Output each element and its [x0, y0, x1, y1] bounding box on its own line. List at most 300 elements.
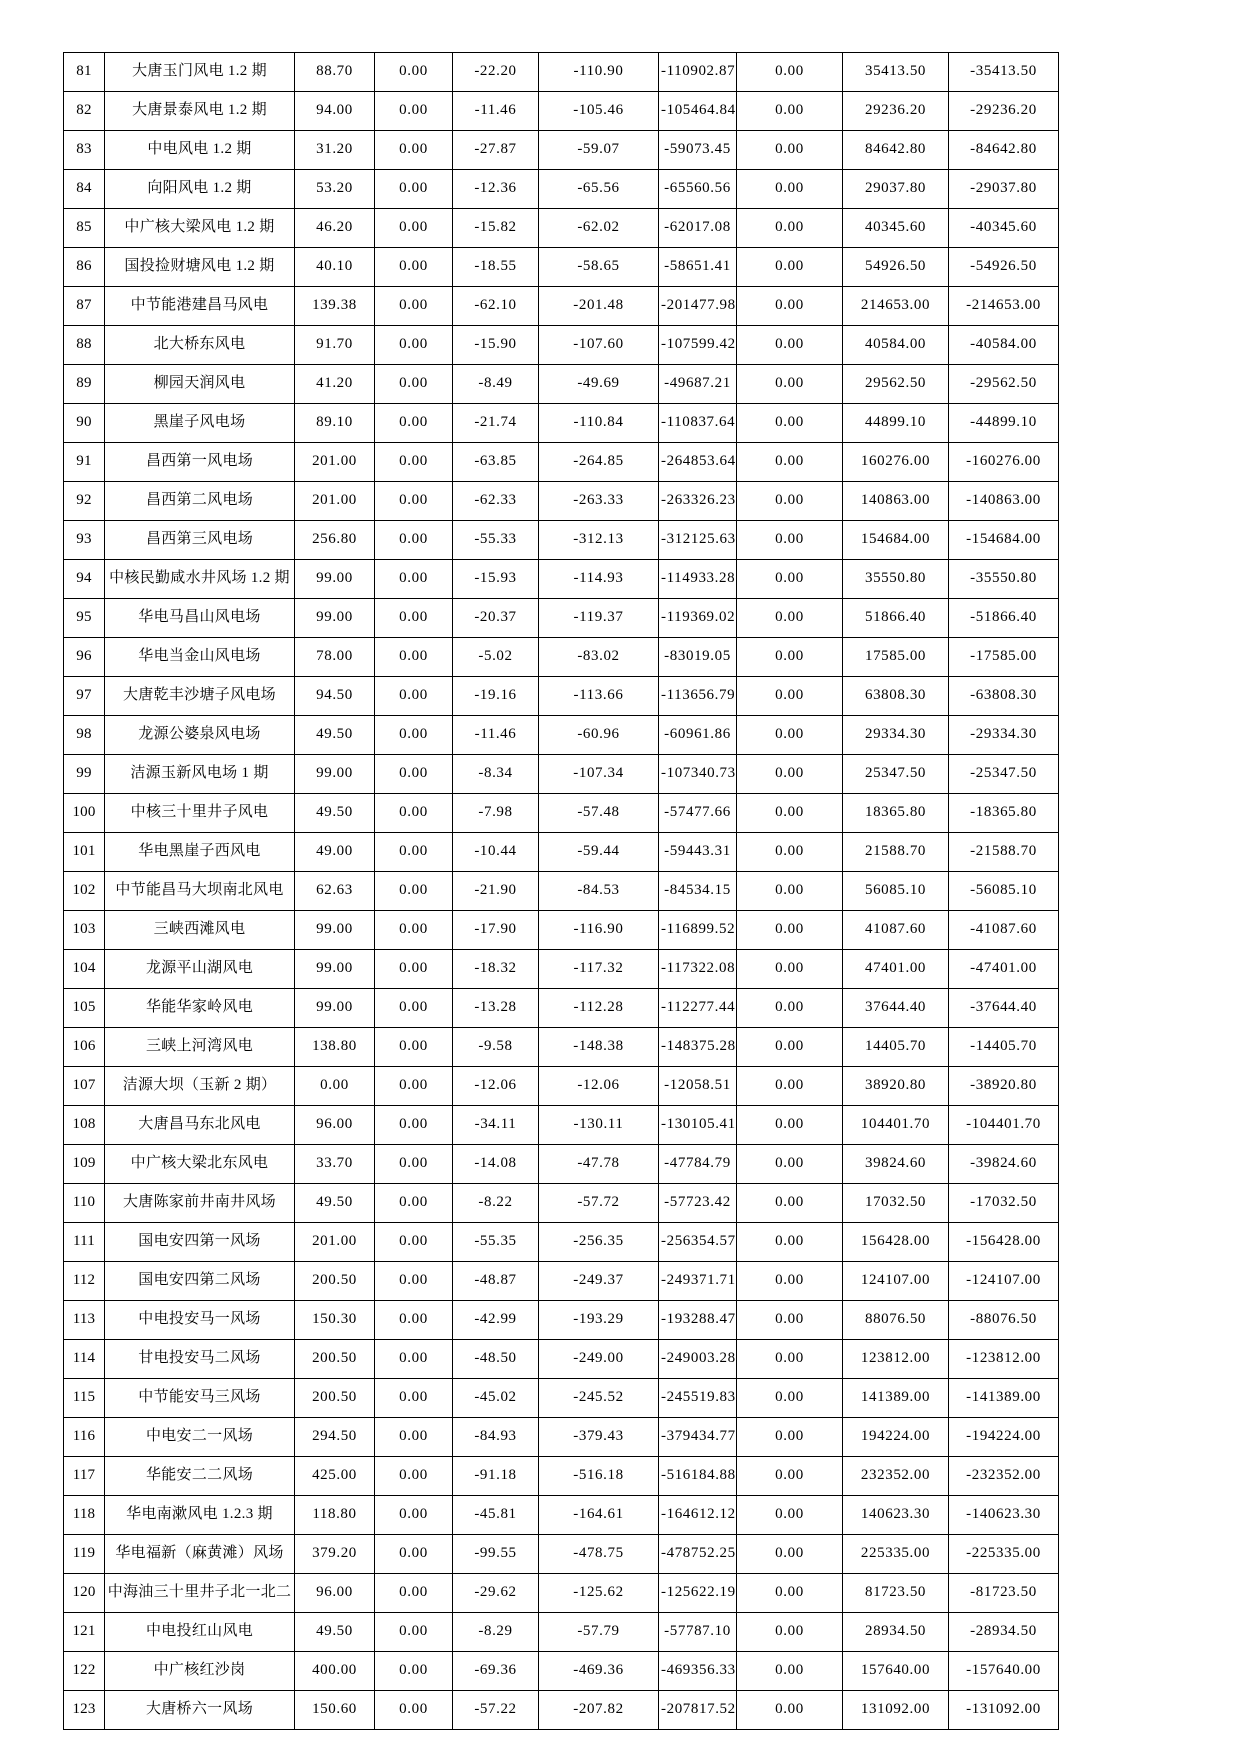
- cell-value-v8: -17032.50: [949, 1184, 1059, 1223]
- cell-value-v6: 0.00: [737, 170, 843, 209]
- cell-value-v2: 0.00: [375, 287, 453, 326]
- cell-value-v6: 0.00: [737, 1457, 843, 1496]
- cell-value-v3: -48.87: [453, 1262, 539, 1301]
- cell-value-v5: -117322.08: [659, 950, 737, 989]
- cell-value-v3: -5.02: [453, 638, 539, 677]
- wind-farm-settlement-table: [63, 52, 1059, 1730]
- cell-value-v2: 0.00: [375, 1067, 453, 1106]
- cell-row-index: 101: [64, 833, 105, 872]
- cell-value-v1: 201.00: [295, 482, 375, 521]
- cell-value-v2: 0.00: [375, 755, 453, 794]
- cell-station-name: 中广核红沙岗: [105, 1652, 295, 1691]
- cell-value-v6: 0.00: [737, 677, 843, 716]
- cell-value-v8: -160276.00: [949, 443, 1059, 482]
- cell-value-v8: -41087.60: [949, 911, 1059, 950]
- cell-value-v7: 40584.00: [843, 326, 949, 365]
- cell-value-v2: 0.00: [375, 521, 453, 560]
- cell-value-v2: 0.00: [375, 638, 453, 677]
- cell-value-v3: -12.06: [453, 1067, 539, 1106]
- table-row: [64, 1184, 1059, 1223]
- cell-station-name: 洁源大坝（玉新 2 期）: [105, 1067, 295, 1106]
- cell-value-v1: 49.50: [295, 794, 375, 833]
- cell-value-v2: 0.00: [375, 677, 453, 716]
- table-row: [64, 170, 1059, 209]
- cell-value-v1: 49.50: [295, 1184, 375, 1223]
- cell-value-v6: 0.00: [737, 521, 843, 560]
- cell-value-v2: 0.00: [375, 53, 453, 92]
- cell-value-v3: -15.90: [453, 326, 539, 365]
- cell-value-v4: -12.06: [539, 1067, 659, 1106]
- cell-value-v8: -21588.70: [949, 833, 1059, 872]
- cell-value-v3: -55.35: [453, 1223, 539, 1262]
- cell-value-v8: -29334.30: [949, 716, 1059, 755]
- table-row: [64, 1223, 1059, 1262]
- cell-value-v5: -469356.33: [659, 1652, 737, 1691]
- cell-value-v6: 0.00: [737, 833, 843, 872]
- cell-value-v2: 0.00: [375, 443, 453, 482]
- cell-value-v2: 0.00: [375, 1652, 453, 1691]
- table-row: [64, 638, 1059, 677]
- cell-value-v7: 29236.20: [843, 92, 949, 131]
- cell-row-index: 117: [64, 1457, 105, 1496]
- cell-value-v4: -193.29: [539, 1301, 659, 1340]
- cell-station-name: 中节能港建昌马风电: [105, 287, 295, 326]
- cell-value-v4: -59.07: [539, 131, 659, 170]
- cell-value-v7: 35550.80: [843, 560, 949, 599]
- cell-station-name: 国投捡财塘风电 1.2 期: [105, 248, 295, 287]
- cell-value-v8: -141389.00: [949, 1379, 1059, 1418]
- cell-row-index: 97: [64, 677, 105, 716]
- cell-station-name: 中海油三十里井子北一北二: [105, 1574, 295, 1613]
- cell-value-v3: -99.55: [453, 1535, 539, 1574]
- cell-row-index: 90: [64, 404, 105, 443]
- cell-station-name: 北大桥东风电: [105, 326, 295, 365]
- cell-value-v8: -44899.10: [949, 404, 1059, 443]
- table-row: [64, 1028, 1059, 1067]
- cell-row-index: 107: [64, 1067, 105, 1106]
- cell-value-v2: 0.00: [375, 131, 453, 170]
- cell-value-v4: -110.84: [539, 404, 659, 443]
- cell-value-v3: -18.32: [453, 950, 539, 989]
- cell-row-index: 87: [64, 287, 105, 326]
- cell-value-v2: 0.00: [375, 404, 453, 443]
- cell-station-name: 昌西第一风电场: [105, 443, 295, 482]
- cell-value-v5: -249003.28: [659, 1340, 737, 1379]
- table-row: [64, 1145, 1059, 1184]
- cell-value-v1: 118.80: [295, 1496, 375, 1535]
- cell-value-v1: 88.70: [295, 53, 375, 92]
- table-row: [64, 482, 1059, 521]
- cell-value-v4: -264.85: [539, 443, 659, 482]
- cell-value-v6: 0.00: [737, 1262, 843, 1301]
- table-row: [64, 794, 1059, 833]
- cell-value-v5: -263326.23: [659, 482, 737, 521]
- cell-value-v5: -83019.05: [659, 638, 737, 677]
- cell-station-name: 洁源玉新风电场 1 期: [105, 755, 295, 794]
- cell-value-v8: -37644.40: [949, 989, 1059, 1028]
- cell-value-v3: -11.46: [453, 716, 539, 755]
- cell-station-name: 甘电投安马二风场: [105, 1340, 295, 1379]
- cell-value-v1: 256.80: [295, 521, 375, 560]
- cell-value-v6: 0.00: [737, 1496, 843, 1535]
- cell-value-v3: -63.85: [453, 443, 539, 482]
- cell-station-name: 龙源平山湖风电: [105, 950, 295, 989]
- cell-value-v7: 14405.70: [843, 1028, 949, 1067]
- cell-value-v2: 0.00: [375, 950, 453, 989]
- cell-value-v7: 141389.00: [843, 1379, 949, 1418]
- cell-value-v1: 49.50: [295, 1613, 375, 1652]
- cell-value-v1: 96.00: [295, 1574, 375, 1613]
- cell-value-v1: 41.20: [295, 365, 375, 404]
- cell-value-v7: 160276.00: [843, 443, 949, 482]
- cell-station-name: 大唐玉门风电 1.2 期: [105, 53, 295, 92]
- cell-value-v3: -45.02: [453, 1379, 539, 1418]
- table-row: [64, 1106, 1059, 1145]
- cell-row-index: 112: [64, 1262, 105, 1301]
- cell-value-v8: -194224.00: [949, 1418, 1059, 1457]
- cell-value-v6: 0.00: [737, 1691, 843, 1730]
- cell-value-v8: -56085.10: [949, 872, 1059, 911]
- cell-value-v8: -39824.60: [949, 1145, 1059, 1184]
- cell-value-v8: -156428.00: [949, 1223, 1059, 1262]
- cell-value-v5: -65560.56: [659, 170, 737, 209]
- cell-value-v6: 0.00: [737, 365, 843, 404]
- cell-value-v3: -18.55: [453, 248, 539, 287]
- cell-value-v4: -478.75: [539, 1535, 659, 1574]
- cell-value-v2: 0.00: [375, 872, 453, 911]
- cell-station-name: 昌西第二风电场: [105, 482, 295, 521]
- cell-value-v8: -124107.00: [949, 1262, 1059, 1301]
- cell-value-v6: 0.00: [737, 1340, 843, 1379]
- cell-row-index: 113: [64, 1301, 105, 1340]
- table-row: [64, 92, 1059, 131]
- cell-value-v5: -84534.15: [659, 872, 737, 911]
- cell-value-v3: -91.18: [453, 1457, 539, 1496]
- cell-value-v7: 17585.00: [843, 638, 949, 677]
- cell-row-index: 94: [64, 560, 105, 599]
- cell-station-name: 华电南漱风电 1.2.3 期: [105, 1496, 295, 1535]
- table-row: [64, 404, 1059, 443]
- table-row: [64, 1262, 1059, 1301]
- cell-value-v4: -117.32: [539, 950, 659, 989]
- cell-value-v4: -62.02: [539, 209, 659, 248]
- cell-value-v4: -125.62: [539, 1574, 659, 1613]
- table-container: [63, 52, 1041, 1730]
- cell-value-v7: 29037.80: [843, 170, 949, 209]
- cell-value-v5: -207817.52: [659, 1691, 737, 1730]
- cell-row-index: 86: [64, 248, 105, 287]
- cell-value-v4: -49.69: [539, 365, 659, 404]
- cell-value-v7: 47401.00: [843, 950, 949, 989]
- cell-value-v2: 0.00: [375, 1418, 453, 1457]
- cell-value-v5: -249371.71: [659, 1262, 737, 1301]
- cell-value-v5: -107340.73: [659, 755, 737, 794]
- cell-value-v6: 0.00: [737, 638, 843, 677]
- cell-value-v7: 37644.40: [843, 989, 949, 1028]
- cell-value-v7: 39824.60: [843, 1145, 949, 1184]
- cell-value-v7: 44899.10: [843, 404, 949, 443]
- cell-row-index: 88: [64, 326, 105, 365]
- cell-value-v4: -249.00: [539, 1340, 659, 1379]
- cell-value-v8: -225335.00: [949, 1535, 1059, 1574]
- cell-row-index: 104: [64, 950, 105, 989]
- cell-station-name: 中节能安马三风场: [105, 1379, 295, 1418]
- cell-value-v1: 62.63: [295, 872, 375, 911]
- cell-value-v7: 51866.40: [843, 599, 949, 638]
- cell-value-v6: 0.00: [737, 911, 843, 950]
- cell-value-v8: -81723.50: [949, 1574, 1059, 1613]
- cell-value-v7: 232352.00: [843, 1457, 949, 1496]
- cell-value-v5: -125622.19: [659, 1574, 737, 1613]
- cell-value-v4: -245.52: [539, 1379, 659, 1418]
- cell-row-index: 103: [64, 911, 105, 950]
- cell-row-index: 99: [64, 755, 105, 794]
- cell-row-index: 109: [64, 1145, 105, 1184]
- cell-value-v7: 29334.30: [843, 716, 949, 755]
- cell-value-v1: 94.00: [295, 92, 375, 131]
- cell-value-v4: -201.48: [539, 287, 659, 326]
- table-row: [64, 911, 1059, 950]
- cell-value-v8: -157640.00: [949, 1652, 1059, 1691]
- cell-station-name: 中广核大梁风电 1.2 期: [105, 209, 295, 248]
- cell-value-v6: 0.00: [737, 755, 843, 794]
- cell-value-v7: 35413.50: [843, 53, 949, 92]
- cell-value-v7: 25347.50: [843, 755, 949, 794]
- cell-value-v3: -62.10: [453, 287, 539, 326]
- cell-value-v3: -42.99: [453, 1301, 539, 1340]
- cell-value-v2: 0.00: [375, 1184, 453, 1223]
- cell-station-name: 华电福新（麻黄滩）风场: [105, 1535, 295, 1574]
- table-row: [64, 209, 1059, 248]
- cell-value-v8: -25347.50: [949, 755, 1059, 794]
- cell-station-name: 向阳风电 1.2 期: [105, 170, 295, 209]
- cell-value-v3: -8.29: [453, 1613, 539, 1652]
- cell-value-v6: 0.00: [737, 1028, 843, 1067]
- cell-station-name: 中电投安马一风场: [105, 1301, 295, 1340]
- cell-value-v5: -12058.51: [659, 1067, 737, 1106]
- cell-station-name: 中电投红山风电: [105, 1613, 295, 1652]
- cell-value-v1: 379.20: [295, 1535, 375, 1574]
- cell-value-v8: -47401.00: [949, 950, 1059, 989]
- cell-value-v1: 0.00: [295, 1067, 375, 1106]
- cell-value-v1: 99.00: [295, 950, 375, 989]
- cell-station-name: 国电安四第二风场: [105, 1262, 295, 1301]
- cell-value-v5: -130105.41: [659, 1106, 737, 1145]
- cell-value-v4: -105.46: [539, 92, 659, 131]
- cell-value-v2: 0.00: [375, 92, 453, 131]
- cell-value-v8: -84642.80: [949, 131, 1059, 170]
- cell-row-index: 85: [64, 209, 105, 248]
- cell-value-v1: 201.00: [295, 1223, 375, 1262]
- cell-value-v8: -123812.00: [949, 1340, 1059, 1379]
- table-row: [64, 1613, 1059, 1652]
- cell-value-v2: 0.00: [375, 1223, 453, 1262]
- cell-value-v6: 0.00: [737, 1184, 843, 1223]
- cell-value-v7: 225335.00: [843, 1535, 949, 1574]
- cell-value-v1: 33.70: [295, 1145, 375, 1184]
- cell-station-name: 大唐桥六一风场: [105, 1691, 295, 1730]
- cell-value-v6: 0.00: [737, 950, 843, 989]
- cell-value-v4: -65.56: [539, 170, 659, 209]
- cell-value-v5: -116899.52: [659, 911, 737, 950]
- cell-value-v7: 38920.80: [843, 1067, 949, 1106]
- cell-station-name: 中核三十里井子风电: [105, 794, 295, 833]
- cell-row-index: 121: [64, 1613, 105, 1652]
- cell-row-index: 81: [64, 53, 105, 92]
- cell-row-index: 105: [64, 989, 105, 1028]
- cell-value-v8: -29562.50: [949, 365, 1059, 404]
- cell-value-v2: 0.00: [375, 1574, 453, 1613]
- cell-row-index: 123: [64, 1691, 105, 1730]
- cell-value-v8: -140863.00: [949, 482, 1059, 521]
- cell-value-v4: -57.79: [539, 1613, 659, 1652]
- table-row: [64, 1496, 1059, 1535]
- cell-value-v6: 0.00: [737, 482, 843, 521]
- table-row: [64, 677, 1059, 716]
- cell-value-v4: -469.36: [539, 1652, 659, 1691]
- table-row: [64, 560, 1059, 599]
- cell-value-v3: -34.11: [453, 1106, 539, 1145]
- cell-value-v7: 17032.50: [843, 1184, 949, 1223]
- cell-value-v7: 54926.50: [843, 248, 949, 287]
- cell-value-v5: -201477.98: [659, 287, 737, 326]
- table-row: [64, 1652, 1059, 1691]
- cell-value-v6: 0.00: [737, 287, 843, 326]
- cell-value-v7: 28934.50: [843, 1613, 949, 1652]
- cell-value-v2: 0.00: [375, 1613, 453, 1652]
- cell-value-v6: 0.00: [737, 131, 843, 170]
- cell-station-name: 国电安四第一风场: [105, 1223, 295, 1262]
- cell-value-v3: -19.16: [453, 677, 539, 716]
- cell-station-name: 三峡上河湾风电: [105, 1028, 295, 1067]
- cell-value-v7: 21588.70: [843, 833, 949, 872]
- cell-value-v6: 0.00: [737, 53, 843, 92]
- cell-value-v4: -47.78: [539, 1145, 659, 1184]
- cell-value-v1: 99.00: [295, 911, 375, 950]
- cell-value-v6: 0.00: [737, 1301, 843, 1340]
- cell-value-v6: 0.00: [737, 209, 843, 248]
- cell-value-v2: 0.00: [375, 1028, 453, 1067]
- cell-value-v4: -249.37: [539, 1262, 659, 1301]
- cell-value-v6: 0.00: [737, 326, 843, 365]
- cell-value-v8: -51866.40: [949, 599, 1059, 638]
- table-row: [64, 1301, 1059, 1340]
- cell-station-name: 华电马昌山风电场: [105, 599, 295, 638]
- cell-value-v4: -58.65: [539, 248, 659, 287]
- cell-value-v5: -112277.44: [659, 989, 737, 1028]
- cell-value-v3: -55.33: [453, 521, 539, 560]
- cell-value-v1: 89.10: [295, 404, 375, 443]
- cell-value-v1: 200.50: [295, 1340, 375, 1379]
- cell-value-v7: 29562.50: [843, 365, 949, 404]
- cell-row-index: 91: [64, 443, 105, 482]
- cell-value-v4: -60.96: [539, 716, 659, 755]
- cell-station-name: 柳园天润风电: [105, 365, 295, 404]
- cell-value-v6: 0.00: [737, 1613, 843, 1652]
- cell-value-v4: -207.82: [539, 1691, 659, 1730]
- cell-row-index: 102: [64, 872, 105, 911]
- cell-value-v8: -54926.50: [949, 248, 1059, 287]
- cell-value-v4: -57.72: [539, 1184, 659, 1223]
- cell-station-name: 大唐景泰风电 1.2 期: [105, 92, 295, 131]
- cell-row-index: 93: [64, 521, 105, 560]
- cell-value-v3: -7.98: [453, 794, 539, 833]
- cell-value-v2: 0.00: [375, 209, 453, 248]
- cell-value-v4: -164.61: [539, 1496, 659, 1535]
- cell-value-v1: 99.00: [295, 989, 375, 1028]
- cell-value-v7: 88076.50: [843, 1301, 949, 1340]
- table-row: [64, 1379, 1059, 1418]
- cell-row-index: 120: [64, 1574, 105, 1613]
- cell-value-v5: -110837.64: [659, 404, 737, 443]
- cell-value-v3: -9.58: [453, 1028, 539, 1067]
- cell-value-v4: -107.34: [539, 755, 659, 794]
- cell-value-v2: 0.00: [375, 326, 453, 365]
- cell-value-v5: -57787.10: [659, 1613, 737, 1652]
- cell-value-v3: -15.93: [453, 560, 539, 599]
- cell-value-v3: -29.62: [453, 1574, 539, 1613]
- cell-row-index: 83: [64, 131, 105, 170]
- cell-value-v2: 0.00: [375, 1301, 453, 1340]
- cell-station-name: 华电黑崖子西风电: [105, 833, 295, 872]
- cell-value-v3: -8.22: [453, 1184, 539, 1223]
- cell-value-v2: 0.00: [375, 989, 453, 1028]
- cell-value-v3: -48.50: [453, 1340, 539, 1379]
- cell-value-v7: 18365.80: [843, 794, 949, 833]
- cell-value-v7: 154684.00: [843, 521, 949, 560]
- cell-value-v1: 46.20: [295, 209, 375, 248]
- cell-value-v2: 0.00: [375, 1379, 453, 1418]
- cell-value-v2: 0.00: [375, 911, 453, 950]
- cell-value-v3: -57.22: [453, 1691, 539, 1730]
- cell-value-v3: -21.90: [453, 872, 539, 911]
- cell-value-v5: -59073.45: [659, 131, 737, 170]
- cell-value-v7: 123812.00: [843, 1340, 949, 1379]
- cell-row-index: 98: [64, 716, 105, 755]
- cell-value-v4: -148.38: [539, 1028, 659, 1067]
- cell-value-v1: 94.50: [295, 677, 375, 716]
- table-row: [64, 1535, 1059, 1574]
- cell-value-v7: 124107.00: [843, 1262, 949, 1301]
- cell-station-name: 龙源公婆泉风电场: [105, 716, 295, 755]
- table-row: [64, 53, 1059, 92]
- cell-value-v3: -20.37: [453, 599, 539, 638]
- cell-value-v5: -379434.77: [659, 1418, 737, 1457]
- cell-value-v5: -312125.63: [659, 521, 737, 560]
- table-row: [64, 989, 1059, 1028]
- table-body: [64, 53, 1059, 1730]
- cell-value-v7: 63808.30: [843, 677, 949, 716]
- cell-value-v6: 0.00: [737, 1574, 843, 1613]
- cell-value-v1: 49.00: [295, 833, 375, 872]
- table-row: [64, 1067, 1059, 1106]
- cell-row-index: 122: [64, 1652, 105, 1691]
- cell-value-v1: 99.00: [295, 560, 375, 599]
- cell-value-v2: 0.00: [375, 599, 453, 638]
- table-row: [64, 326, 1059, 365]
- cell-value-v6: 0.00: [737, 872, 843, 911]
- cell-value-v7: 140623.30: [843, 1496, 949, 1535]
- table-row: [64, 872, 1059, 911]
- cell-value-v8: -131092.00: [949, 1691, 1059, 1730]
- cell-value-v3: -69.36: [453, 1652, 539, 1691]
- cell-value-v3: -62.33: [453, 482, 539, 521]
- cell-value-v2: 0.00: [375, 1340, 453, 1379]
- cell-value-v6: 0.00: [737, 1106, 843, 1145]
- cell-value-v3: -17.90: [453, 911, 539, 950]
- cell-value-v4: -107.60: [539, 326, 659, 365]
- cell-value-v5: -119369.02: [659, 599, 737, 638]
